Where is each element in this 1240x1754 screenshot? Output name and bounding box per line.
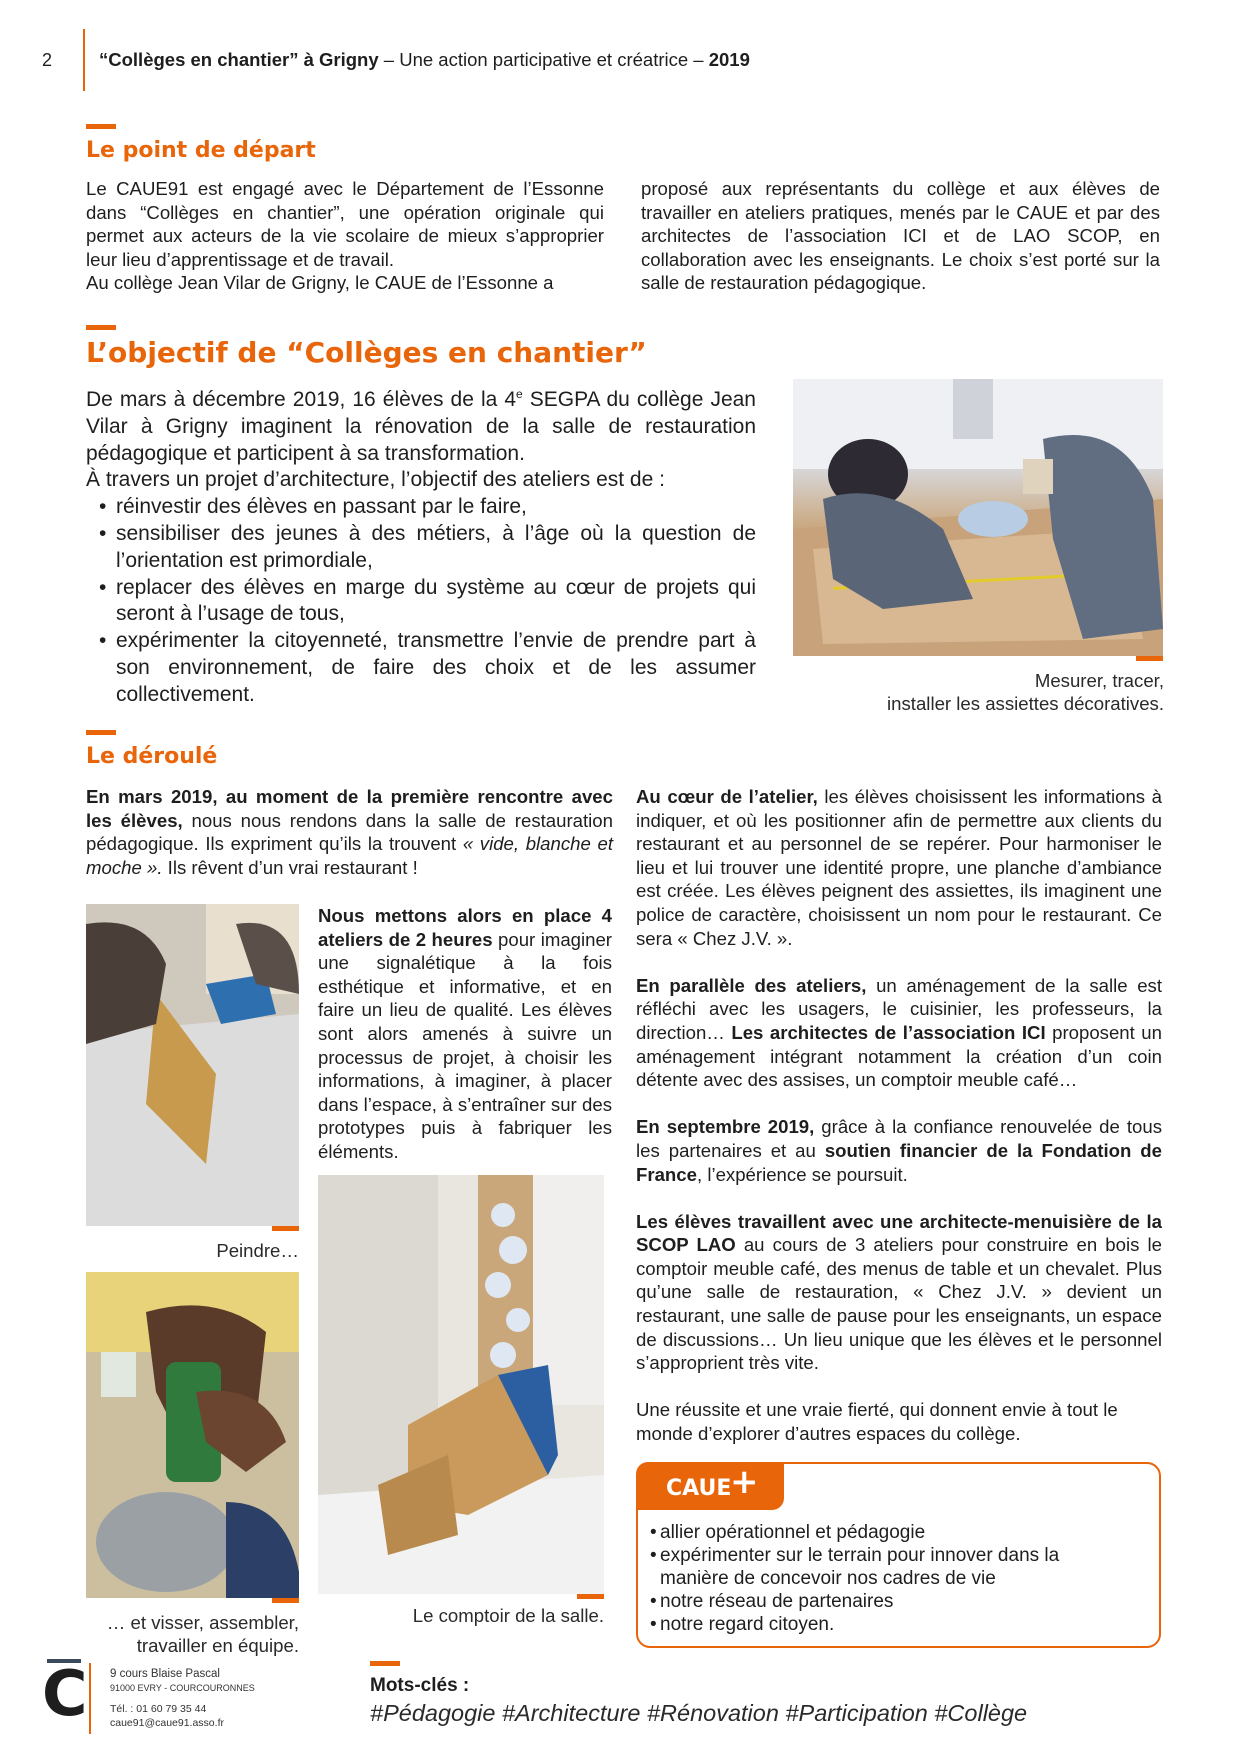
page-number: 2 (42, 50, 53, 70)
section-title-objectif: L’objectif de “Collèges en chantier” (86, 336, 647, 369)
keywords: #Pédagogie #Architecture #Rénovation #Participation #Collège (370, 1700, 1028, 1726)
photo-corner-mark (272, 1598, 299, 1603)
section-title-depart: Le point de départ (86, 138, 316, 163)
caption-screwing: … et visser, assembler, travailler en équipe. (106, 1612, 299, 1656)
caption-counter: Le comptoir de la salle. (412, 1605, 604, 1626)
objectif-text (86, 381, 756, 709)
section-title-deroule: Le déroulé (86, 744, 218, 769)
deroule-r5: Une réussite et une vraie fierté, qui donnent envie à tout le monde d’explorer d’autres espaces du collège. (636, 1399, 1118, 1445)
section-marker (86, 124, 116, 129)
deroule-right (636, 785, 1162, 1446)
objectif-intro: De mars à décembre 2019, 16 élèves de la 4e SEGPA du collège Jean Vilar à Grigny imaginent la rénovation de la salle de restauration pédagogique et participent à sa transformation. (86, 387, 756, 465)
header-title (99, 49, 750, 71)
deroule-r1: Au cœur de l’atelier, les élèves choisissent les informations à indiquer, et où les positionner afin de permettre aux clients du restaurant et au personnel de se repérer. Pour harmoniser le lieu et lui trouver une identité propre, une planche d’ambiance est créée. Les élèves peignent des assiettes, ils imaginent une police de caractère, choisissent un nom pour le restaurant. Ce sera « Chez J.V. ». (636, 786, 1162, 949)
list-item: • replacer des élèves en marge du système au cœur de projets qui seront à l’usage de tous, (86, 575, 756, 629)
footer-address: 9 cours Blaise Pascal 91000 EVRY - COURCOURONNES Tél. : 01 60 79 35 44 caue91@caue91.asso.fr (110, 1668, 255, 1729)
caption-measuring: Mesurer, tracer, installer les assiettes décoratives. (887, 670, 1164, 714)
deroule-r3: En septembre 2019, grâce à la confiance renouvelée de tous les partenaires et au soutien financier de la Fondation de France, l’expérience se poursuit. (636, 1116, 1162, 1185)
caue-tab (636, 1462, 784, 1510)
header-title-bold: “Collèges en chantier” à Grigny (99, 49, 379, 70)
list-item: • notre réseau de partenaires (650, 1591, 894, 1612)
photo-corner-mark (1136, 656, 1163, 661)
list-item: • notre regard citoyen. (650, 1614, 835, 1635)
deroule-p2: Nous mettons alors en place 4 ateliers de 2 heures pour imaginer une signalétique à la fois esthétique et informative, et en faire un lieu de qualité. Les élèves sont alors amenés à suivre un processus de projet, à choisir les informations, à imaginer, à placer dans l’espace, à s’entraîner sur des prototypes puis à fabriquer les éléments. (318, 905, 612, 1162)
list-item: • sensibiliser des jeunes à des métiers, à l’âge où la question de l’orientation est primordiale, (86, 521, 756, 575)
photo-painting (86, 904, 299, 1226)
photo-counter-illustration (318, 1175, 604, 1594)
footer-divider (89, 1663, 91, 1734)
section-marker (370, 1661, 400, 1666)
keywords-label: Mots-clés : (370, 1675, 470, 1696)
caue-label: CAUE (666, 1476, 732, 1501)
deroule-p1: En mars 2019, au moment de la première rencontre avec les élèves, nous nous rendons dans la salle de restauration pédagogique. Ils expriment qu’ils la trouvent « vide, blanche et moche ». Ils rêvent d’un vrai restaurant ! (86, 786, 613, 878)
deroule-r4: Les élèves travaillent avec une architecte-menuisière de la SCOP LAO au cours de 3 ateliers pour construire en bois le comptoir meuble café, des menus de table et un chevalet. Plus qu’une salle de restauration, « Chez J.V. » devient un restaurant, une salle de pause pour les enseignants, un espace de discussions… Un lieu unique que les élèves et le personnel s’approprient très vite. (636, 1210, 1162, 1374)
photo-painting-illustration (86, 904, 299, 1226)
caue-list (650, 1521, 1150, 1636)
photo-measuring-illustration (793, 379, 1163, 656)
photo-counter (318, 1175, 604, 1594)
section1-col2: proposé aux représentants du collège et aux élèves de travailler en ateliers pratiques, menés par le CAUE et par des architectes de l’association ICI et de LAO SCOP, en collaboration avec les enseignants. Le choix s’est porté sur la salle de restauration pédagogique. (641, 178, 1160, 294)
plus-icon: + (730, 1462, 759, 1502)
section-marker (86, 730, 116, 735)
caption-painting: Peindre… (216, 1240, 299, 1261)
objectif-intro2: À travers un projet d’architecture, l’objectif des ateliers est de : (86, 468, 665, 492)
header-year: 2019 (708, 49, 750, 70)
header-title-rest: – Une action participative et créatrice – (378, 49, 709, 70)
header-divider (83, 29, 85, 91)
list-item: • allier opérationnel et pédagogie (650, 1522, 926, 1543)
objectif-list (86, 494, 756, 708)
list-item: • expérimenter sur le terrain pour innover dans la manière de concevoir nos cadres de vie (650, 1545, 1060, 1589)
photo-corner-mark (577, 1594, 604, 1599)
photo-screwing-illustration (86, 1272, 299, 1598)
list-item: • réinvestir des élèves en passant par le faire, (86, 494, 756, 521)
photo-screwing (86, 1272, 299, 1598)
photo-measuring (793, 379, 1163, 656)
section1-col1-text: Le CAUE91 est engagé avec le Département de l’Essonne dans “Collèges en chantier”, une opération originale qui permet aux acteurs de la vie scolaire de mieux s’approprier leur lieu d’apprentissage et de travail. (86, 178, 604, 270)
list-item: • expérimenter la citoyenneté, transmettre l’envie de prendre part à son environnement, de faire des choix et de les assumer collectivement. (86, 628, 756, 708)
section-marker (86, 325, 116, 330)
deroule-r2: En parallèle des ateliers, un aménagement de la salle est réfléchi avec les usagers, le cuisinier, les professeurs, la direction… Les architectes de l’association ICI proposent un aménagement intégrant notamment la création d’un coin détente avec des assises, un comptoir meuble café… (636, 974, 1163, 1091)
section1-col1-text-b: Au collège Jean Vilar de Grigny, le CAUE de l’Essonne a (86, 272, 554, 294)
photo-corner-mark (272, 1226, 299, 1231)
section1-col1 (86, 177, 604, 295)
footer-logo: C (42, 1657, 88, 1730)
